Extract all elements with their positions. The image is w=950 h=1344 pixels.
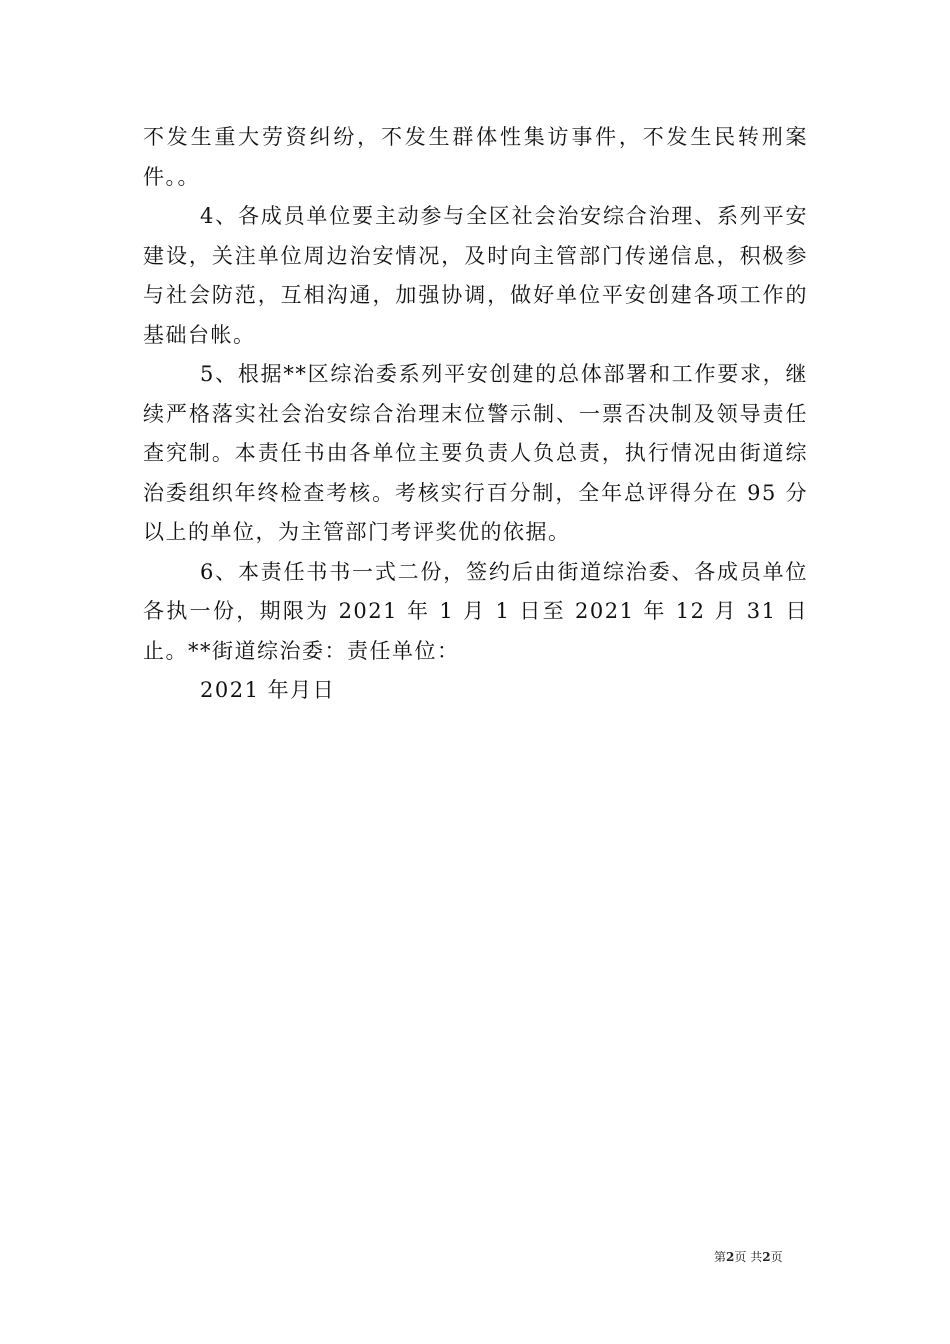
footer-middle: 页 共 <box>734 1250 763 1264</box>
page-number-footer <box>714 1249 783 1265</box>
footer-suffix: 页 <box>770 1250 783 1264</box>
paragraph-continuation: 不发生重大劳资纠纷，不发生群体性集访事件，不发生民转刑案件。。 <box>143 125 808 189</box>
current-page-number: 2 <box>726 1250 735 1264</box>
paragraph-item-4: 4、各成员单位要主动参与全区社会治安综合治理、系列平安建设，关注单位周边治安情况，及时向主管部门传递信息，积极参与社会防范，互相沟通，加强协调，做好单位平安创建各项工作的基础台帐。 <box>143 204 808 347</box>
paragraph-item-5: 5、根据**区综治委系列平安创建的总体部署和工作要求，继续严格落实社会治安综合治理末位警示制、一票否决制及领导责任查究制。本责任书由各单位主要负责人负总责，执行情况由街道综治委组织年终检查考核。考核实行百分制，全年总评得分在 95 分以上的单位，为主管部门考评奖优的依据。 <box>143 362 808 544</box>
document-body <box>143 118 808 711</box>
paragraph-item-6: 6、本责任书书一式二份，签约后由街道综治委、各成员单位各执一份，期限为 2021 年 1 月 1 日至 2021 年 12 月 31 日止。**街道综治委：责任单位： <box>143 559 808 663</box>
date-line: 2021 年月日 <box>200 678 336 702</box>
total-page-number: 2 <box>762 1250 771 1264</box>
footer-prefix: 第 <box>714 1250 727 1264</box>
